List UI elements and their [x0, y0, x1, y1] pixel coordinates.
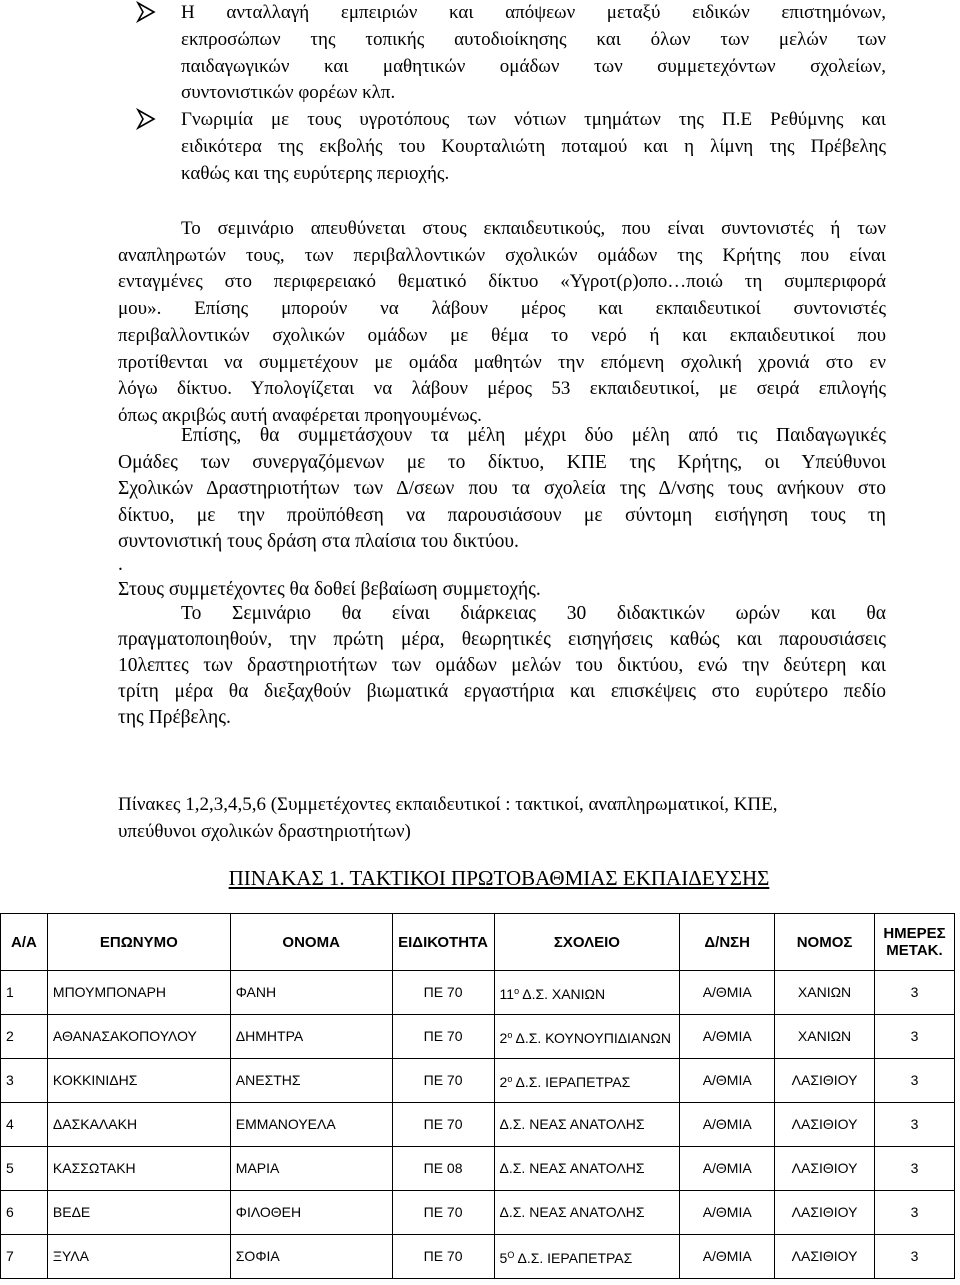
school-name: Δ.Σ. ΝΕΑΣ ΑΝΑΤΟΛΗΣ: [499, 1204, 645, 1220]
cell-prefecture: ΛΑΣΙΘΙΟΥ: [775, 1235, 875, 1279]
bullet-line: εκπροσώπων της τοπικής αυτοδιοίκησης και όλων των μελών των: [181, 28, 886, 50]
tables-caption: [118, 792, 886, 845]
paragraph-dot: .: [118, 554, 123, 575]
cell-school: [494, 1147, 680, 1191]
cell-specialty: ΠΕ 08: [392, 1147, 494, 1191]
table-row: [1, 1059, 955, 1103]
paragraph-line: Το σεμινάριο απευθύνεται στους εκπαιδευτικούς, που είναι συντονιστές ή των: [181, 218, 886, 239]
cell-prefecture: ΛΑΣΙΘΙΟΥ: [775, 1103, 875, 1147]
cell-days: 3: [874, 1147, 954, 1191]
paragraph-certificate: Στους συμμετέχοντες θα δοθεί βεβαίωση συμμετοχής.: [118, 579, 541, 600]
cell-prefecture: ΧΑΝΙΩΝ: [775, 1015, 875, 1059]
bullet-line: παιδαγωγικών και μαθητικών ομάδων των συμμετεχόντων σχολείων,: [181, 55, 886, 77]
cell-name: ΕΜΜΑΝΟΥΕΛΑ: [230, 1103, 392, 1147]
school-name: Δ.Σ. ΝΕΑΣ ΑΝΑΤΟΛΗΣ: [499, 1116, 645, 1132]
paragraph-line: Σχολικών Δραστηριοτήτων των Δ/σεων που τα σχολεία της Δ/νσης τους ανήκουν στο: [118, 478, 886, 499]
table-row: [1, 971, 955, 1015]
cell-school: [494, 1015, 680, 1059]
school-ordinal: Ο: [507, 1249, 515, 1260]
bullet-item-1: [118, 0, 886, 107]
school-ordinal: ο: [507, 1073, 513, 1084]
school-number: 11: [499, 985, 515, 1002]
header-aa: Α/Α: [1, 914, 48, 971]
paragraph-line: συντονιστική τους δράση στα πλαίσια του δικτύου.: [118, 531, 519, 552]
cell-aa: 7: [1, 1235, 48, 1279]
cell-name: ΔΗΜΗΤΡΑ: [230, 1015, 392, 1059]
school-ordinal: ο: [514, 985, 520, 996]
cell-days: 3: [874, 1191, 954, 1235]
cell-days: 3: [874, 1059, 954, 1103]
cell-name: ΑΝΕΣΤΗΣ: [230, 1059, 392, 1103]
cell-school: [494, 971, 680, 1015]
paragraph-line: Το Σεμινάριο θα είναι διάρκειας 30 διδακτικών ωρών και θα: [181, 603, 886, 624]
cell-specialty: ΠΕ 70: [392, 1015, 494, 1059]
cell-aa: 3: [1, 1059, 48, 1103]
cell-aa: 1: [1, 971, 48, 1015]
cell-specialty: ΠΕ 70: [392, 1059, 494, 1103]
bullet-line: ειδικότερα της εκβολής του Κουρταλιώτη ποταμού και η λίμνη της Πρέβελης: [181, 135, 886, 157]
cell-aa: 6: [1, 1191, 48, 1235]
header-days: ΗΜΕΡΕΣ ΜΕΤΑΚ.: [874, 914, 954, 971]
arrow-bullet-icon: [136, 1, 156, 23]
bullet-item-2: [118, 107, 886, 187]
school-name: Δ.Σ. ΚΟΥΝΟΥΠΙΔΙΑΝΩΝ: [512, 1029, 671, 1046]
paragraph-line: Ομάδες των συνεργαζόμενων με το δίκτυο, ΚΠΕ της Κρήτης, οι Υπεύθυνοι: [118, 451, 886, 473]
cell-name: ΦΙΛΟΘΕΗ: [230, 1191, 392, 1235]
cell-directorate: Α/ΘΜΙΑ: [680, 1235, 775, 1279]
cell-surname: ΚΑΣΣΩΤΑΚΗ: [47, 1147, 230, 1191]
cell-directorate: Α/ΘΜΙΑ: [680, 1191, 775, 1235]
cell-school: [494, 1191, 680, 1235]
paragraph-line: όπως ακριβώς αυτή αναφέρεται προηγουμένως.: [118, 404, 482, 426]
cell-surname: ΔΑΣΚΑΛΑΚΗ: [47, 1103, 230, 1147]
cell-aa: 4: [1, 1103, 48, 1147]
cell-surname: ΑΘΑΝΑΣΑΚΟΠΟΥΛΟΥ: [47, 1015, 230, 1059]
table-title-text: ΠΙΝΑΚΑΣ 1. ΤΑΚΤΙΚΟΙ ΠΡΩΤΟΒΑΘΜΙΑΣ ΕΚΠΑΙΔΕΥΣΗΣ: [228, 866, 770, 890]
caption-line: Πίνακες 1,2,3,4,5,6 (Συμμετέχοντες εκπαιδευτικοί : τακτικοί, αναπληρωματικοί, ΚΠΕ,: [118, 794, 778, 815]
header-surname: ΕΠΩΝΥΜΟ: [47, 914, 230, 971]
paragraph-line: πραγματοποιηθούν, την πρώτη μέρα, θεωρητικές εισηγήσεις καθώς και παρουσιάσεις: [118, 629, 886, 650]
school-name: Δ.Σ. ΙΕΡΑΠΕΤΡΑΣ: [512, 1073, 631, 1090]
participants-table: [0, 913, 955, 1279]
cell-directorate: Α/ΘΜΙΑ: [680, 1147, 775, 1191]
cell-prefecture: ΧΑΝΙΩΝ: [775, 971, 875, 1015]
school-name: Δ.Σ. ΙΕΡΑΠΕΤΡΑΣ: [514, 1249, 633, 1266]
paragraph-line: Επίσης, θα συμμετάσχουν τα μέλη μέχρι δύο μέλη από τις Παιδαγωγικές: [181, 425, 886, 446]
paragraph-line: προτίθενται να συμμετέχουν με ομάδα μαθητών την επόμενη σχολική χρονιά στο εν: [118, 351, 886, 373]
paragraph-duration: [118, 601, 886, 731]
table-row: [1, 1147, 955, 1191]
paragraph-line: ενταγμένες στο περιφερειακό θεματικό δίκτυο «Υγροτ(ρ)οπο…ποιώ τη συμπεριφορά: [118, 271, 886, 293]
header-school: ΣΧΟΛΕΙΟ: [494, 914, 680, 971]
cell-specialty: ΠΕ 70: [392, 1191, 494, 1235]
table-row: [1, 1191, 955, 1235]
bullet-line: καθώς και της ευρύτερης περιοχής.: [181, 162, 450, 184]
cell-school: [494, 1103, 680, 1147]
cell-surname: ΒΕΔΕ: [47, 1191, 230, 1235]
cell-name: ΣΟΦΙΑ: [230, 1235, 392, 1279]
cell-directorate: Α/ΘΜΙΑ: [680, 971, 775, 1015]
table-row: [1, 1103, 955, 1147]
school-name: Δ.Σ. ΧΑΝΙΩΝ: [519, 985, 606, 1002]
bullet-line: Η ανταλλαγή εμπειριών και απόψεων μεταξύ ειδικών επιστημόνων,: [181, 2, 886, 23]
header-specialty: ΕΙΔΙΚΟΤΗΤΑ: [392, 914, 494, 971]
cell-days: 3: [874, 1235, 954, 1279]
paragraph-audience: [118, 216, 886, 430]
cell-name: ΦΑΝΗ: [230, 971, 392, 1015]
paragraph-line: 10λεπτες των δραστηριοτήτων των ομάδων μελών του δικτύου, ενώ την δεύτερη και: [118, 655, 886, 676]
cell-specialty: ΠΕ 70: [392, 1103, 494, 1147]
cell-aa: 5: [1, 1147, 48, 1191]
cell-surname: ΚΟΚΚΙΝΙΔΗΣ: [47, 1059, 230, 1103]
paragraph-participants: [118, 423, 886, 556]
table-header-row: [1, 914, 955, 971]
header-directorate: Δ/ΝΣΗ: [680, 914, 775, 971]
cell-directorate: Α/ΘΜΙΑ: [680, 1103, 775, 1147]
table-row: [1, 1235, 955, 1279]
paragraph-line: λόγω δίκτυο. Υπολογίζεται να λάβουν μέρος 53 εκπαιδευτικοί, με σειρά επιλογής: [118, 378, 886, 400]
school-ordinal: ο: [507, 1029, 513, 1040]
cell-surname: ΞΥΛΑ: [47, 1235, 230, 1279]
header-prefecture: ΝΟΜΟΣ: [775, 914, 875, 971]
arrow-bullet-icon: [136, 108, 156, 130]
cell-days: 3: [874, 971, 954, 1015]
cell-prefecture: ΛΑΣΙΘΙΟΥ: [775, 1191, 875, 1235]
cell-surname: ΜΠΟΥΜΠΟΝΑΡΗ: [47, 971, 230, 1015]
school-number: 5: [499, 1249, 508, 1266]
paragraph-line: της Πρέβελης.: [118, 707, 231, 728]
table-title: [0, 866, 960, 891]
paragraph-line: μου». Επίσης μπορούν να λάβουν μέρος και εκπαιδευτικοί συντονιστές: [118, 298, 886, 320]
paragraph-line: τρίτη μέρα θα διεξαχθούν βιωματικά εργαστήρια και επισκέψεις στο ευρύτερο πεδίο: [118, 681, 886, 702]
cell-aa: 2: [1, 1015, 48, 1059]
cell-days: 3: [874, 1103, 954, 1147]
caption-line: υπεύθυνοι σχολικών δραστηριοτήτων): [118, 820, 411, 842]
cell-specialty: ΠΕ 70: [392, 1235, 494, 1279]
paragraph-line: περιβαλλοντικών σχολικών ομάδων με θέμα το νερό ή και εκπαιδευτικοί που: [118, 324, 886, 346]
cell-prefecture: ΛΑΣΙΘΙΟΥ: [775, 1059, 875, 1103]
paragraph-line: αναπληρωτών τους, των περιβαλλοντικών σχολικών ομάδων της Κρήτης που είναι: [118, 244, 886, 266]
school-number: 2: [499, 1029, 508, 1046]
cell-directorate: Α/ΘΜΙΑ: [680, 1059, 775, 1103]
bullet-line: συντονιστικών φορέων κλπ.: [181, 82, 396, 104]
cell-days: 3: [874, 1015, 954, 1059]
cell-prefecture: ΛΑΣΙΘΙΟΥ: [775, 1147, 875, 1191]
bullet-line: Γνωριμία με τους υγροτόπους των νότιων τμημάτων της Π.Ε Ρεθύμνης και: [181, 109, 886, 131]
cell-name: ΜΑΡΙΑ: [230, 1147, 392, 1191]
header-name: ΟΝΟΜΑ: [230, 914, 392, 971]
cell-specialty: ΠΕ 70: [392, 971, 494, 1015]
cell-directorate: Α/ΘΜΙΑ: [680, 1015, 775, 1059]
cell-school: [494, 1059, 680, 1103]
paragraph-line: δίκτυο, με την προϋπόθεση να παρουσιάσουν με σύντομη εισήγηση τους τη: [118, 504, 886, 526]
school-name: Δ.Σ. ΝΕΑΣ ΑΝΑΤΟΛΗΣ: [499, 1160, 645, 1176]
school-number: 2: [499, 1073, 508, 1090]
bullet-list: [118, 0, 886, 188]
table-row: [1, 1015, 955, 1059]
cell-school: [494, 1235, 680, 1279]
